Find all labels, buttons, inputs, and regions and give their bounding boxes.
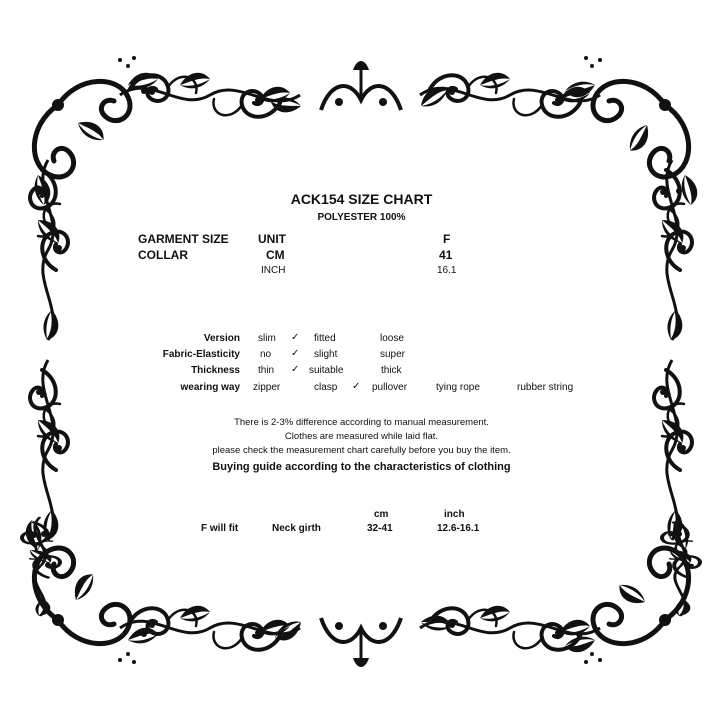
check-mark: ✓ (291, 364, 300, 375)
cm-unit: CM (266, 248, 285, 262)
thickness-option-suitable: suitable (309, 365, 344, 376)
collar-label: COLLAR (138, 248, 188, 262)
version-label: Version (203, 333, 240, 344)
unit-label: UNIT (258, 232, 286, 246)
wearing-option-clasp: clasp (314, 382, 338, 393)
buying-guide-title: Buying guide according to the characteristics of clothing (212, 461, 511, 473)
thickness-option-thin: thin (258, 365, 275, 376)
wearing-option-rubber-string: rubber string (517, 382, 574, 393)
inch-unit: INCH (261, 265, 286, 276)
wearing-option-pullover: pullover (372, 382, 408, 393)
inch-range: 12.6-16.1 (437, 523, 480, 534)
version-option-slim: slim (258, 333, 276, 344)
wearing-way-label: wearing way (180, 382, 240, 393)
garment-size-label: GARMENT SIZE (138, 232, 229, 246)
fabric-elasticity-label: Fabric-Elasticity (162, 349, 240, 360)
page-title: ACK154 SIZE CHART (290, 191, 433, 207)
check-mark: ✓ (352, 381, 361, 392)
thickness-label: Thickness (191, 365, 240, 376)
version-option-fitted: fitted (314, 333, 336, 344)
size-value: F (443, 232, 451, 246)
collar-inch-value: 16.1 (437, 265, 457, 276)
note-line: There is 2-3% difference according to manual measurement. (234, 417, 489, 428)
check-mark: ✓ (291, 348, 300, 359)
cm-header: cm (374, 509, 389, 520)
thickness-option-thick: thick (381, 365, 402, 376)
inch-header: inch (444, 509, 465, 520)
check-mark: ✓ (291, 332, 300, 343)
elasticity-option-super: super (380, 349, 406, 360)
elasticity-option-slight: slight (314, 349, 338, 360)
cm-range: 32-41 (367, 523, 393, 534)
collar-cm-value: 41 (439, 248, 453, 262)
elasticity-option-no: no (260, 349, 272, 360)
fit-row-label: F will fit (201, 523, 239, 534)
note-line: please check the measurement chart carefully before you buy the item. (212, 445, 511, 456)
neck-girth-label: Neck girth (272, 523, 321, 534)
note-line: Clothes are measured while laid flat. (284, 431, 439, 442)
material-label: POLYESTER 100% (317, 212, 406, 223)
wearing-option-zipper: zipper (253, 382, 281, 393)
version-option-loose: loose (380, 333, 404, 344)
wearing-option-tying-rope: tying rope (436, 382, 480, 393)
